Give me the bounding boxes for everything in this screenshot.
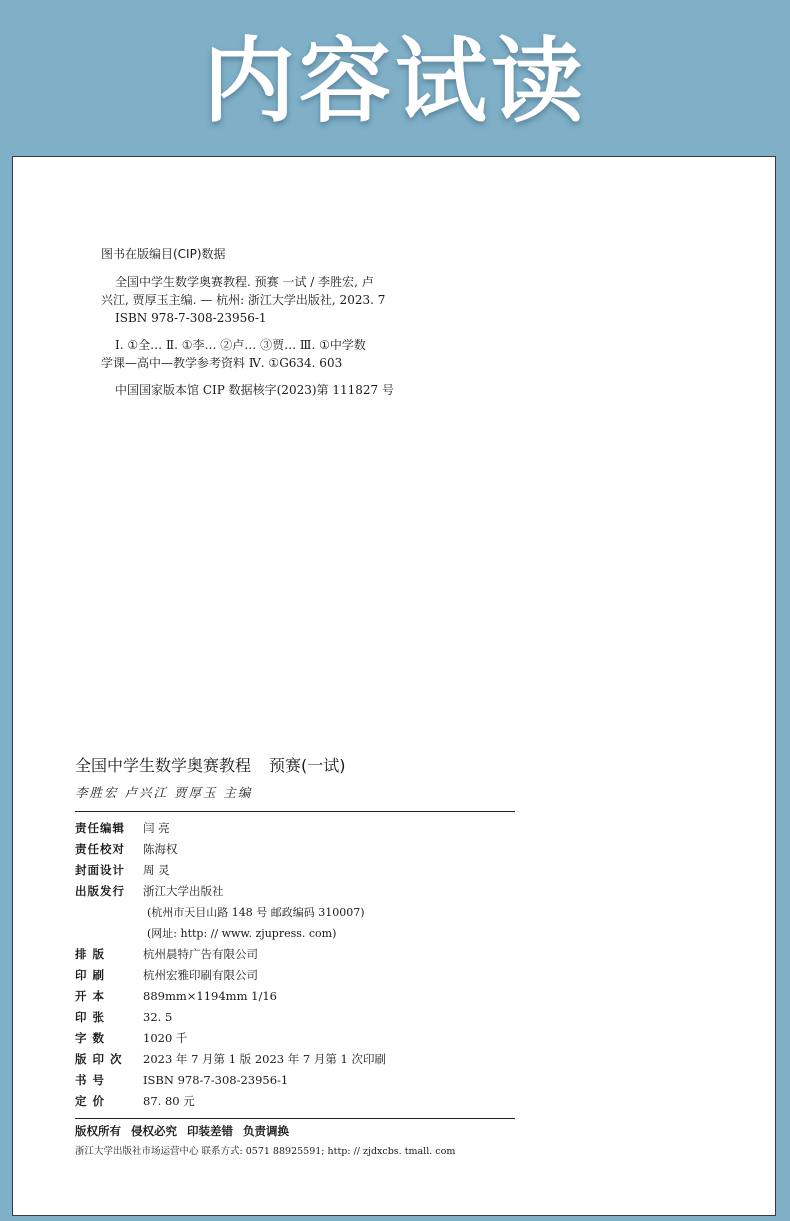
row-label: 封面设计 [75, 863, 125, 877]
colophon-row [75, 839, 515, 860]
book-title [75, 755, 515, 777]
colophon-row-continued [75, 923, 515, 944]
authors: 李胜宏 卢兴江 贾厚玉 主编 [75, 785, 253, 800]
colophon-row [75, 881, 515, 902]
colophon-row [75, 1070, 515, 1091]
cip-line: ISBN 978-7-308-23956-1 [115, 311, 267, 325]
divider [75, 811, 515, 812]
publisher-website: (网址: http: // www. zjupress. com) [147, 927, 337, 940]
row-label [75, 902, 143, 923]
row-value: 889mm×1194mm 1/16 [143, 989, 277, 1003]
row-label: 开 本 [75, 989, 106, 1003]
row-label: 责任校对 [75, 842, 125, 856]
colophon [75, 755, 515, 1157]
book-title-subtitle: 预赛(一试) [269, 756, 346, 775]
publisher-address: (杭州市天目山路 148 号 邮政编码 310007) [147, 906, 365, 919]
colophon-row [75, 860, 515, 881]
colophon-row-continued [75, 902, 515, 923]
book-page [12, 156, 776, 1216]
row-value: 32. 5 [143, 1010, 173, 1024]
row-value: ISBN 978-7-308-23956-1 [143, 1073, 289, 1087]
book-title-main: 全国中学生数学奥赛教程 [75, 756, 252, 775]
row-label: 版 印 次 [75, 1052, 123, 1066]
row-value: 周 灵 [143, 863, 170, 877]
header-banner [0, 0, 790, 155]
row-value: 陈海权 [143, 842, 178, 856]
colophon-row [75, 944, 515, 965]
row-label: 字 数 [75, 1031, 106, 1045]
divider [75, 1118, 515, 1119]
row-value: 87. 80 元 [143, 1094, 195, 1108]
colophon-row [75, 965, 515, 986]
colophon-row [75, 1028, 515, 1049]
row-label: 印 张 [75, 1010, 106, 1024]
colophon-row [75, 1049, 515, 1070]
row-value: 1020 千 [143, 1031, 188, 1045]
cip-line: 中国国家版本馆 CIP 数据核字(2023)第 111827 号 [115, 383, 394, 397]
colophon-row [75, 986, 515, 1007]
row-value: 闫 亮 [143, 821, 170, 835]
row-label: 责任编辑 [75, 821, 125, 835]
rights-notice: 版权所有 侵权必究 印装差错 负责调换 [75, 1124, 290, 1138]
cip-heading: 图书在版编目(CIP)数据 [101, 247, 226, 261]
cip-block [101, 245, 441, 399]
cip-line: 兴江, 贾厚玉主编. — 杭州: 浙江大学出版社, 2023. 7 [101, 293, 386, 307]
colophon-row [75, 1091, 515, 1112]
row-value: 2023 年 7 月第 1 版 2023 年 7 月第 1 次印刷 [143, 1052, 387, 1066]
colophon-row [75, 818, 515, 839]
cip-line: Ⅰ. ①全… Ⅱ. ①李… ②卢… ③贾… Ⅲ. ①中学数 [115, 338, 366, 352]
contact-info: 浙江大学出版社市场运营中心 联系方式: 0571 88925591; http: // zjdxcbs. tmall. com [75, 1146, 456, 1157]
colophon-row [75, 1007, 515, 1028]
row-value: 杭州晨特广告有限公司 [143, 947, 258, 961]
row-label: 印 刷 [75, 968, 106, 982]
colophon-rows [75, 818, 515, 1112]
row-value: 杭州宏雅印刷有限公司 [143, 968, 258, 982]
banner-title: 内容试读 [202, 27, 587, 135]
row-label: 出版发行 [75, 884, 125, 898]
cip-line: 全国中学生数学奥赛教程. 预赛 一试 / 李胜宏, 卢 [115, 275, 374, 289]
row-label [75, 923, 143, 944]
row-value: 浙江大学出版社 [143, 884, 224, 898]
cip-line: 学课—高中—教学参考资料 Ⅳ. ①G634. 603 [101, 356, 343, 370]
row-label: 排 版 [75, 947, 106, 961]
row-label: 书 号 [75, 1073, 106, 1087]
row-label: 定 价 [75, 1094, 106, 1108]
